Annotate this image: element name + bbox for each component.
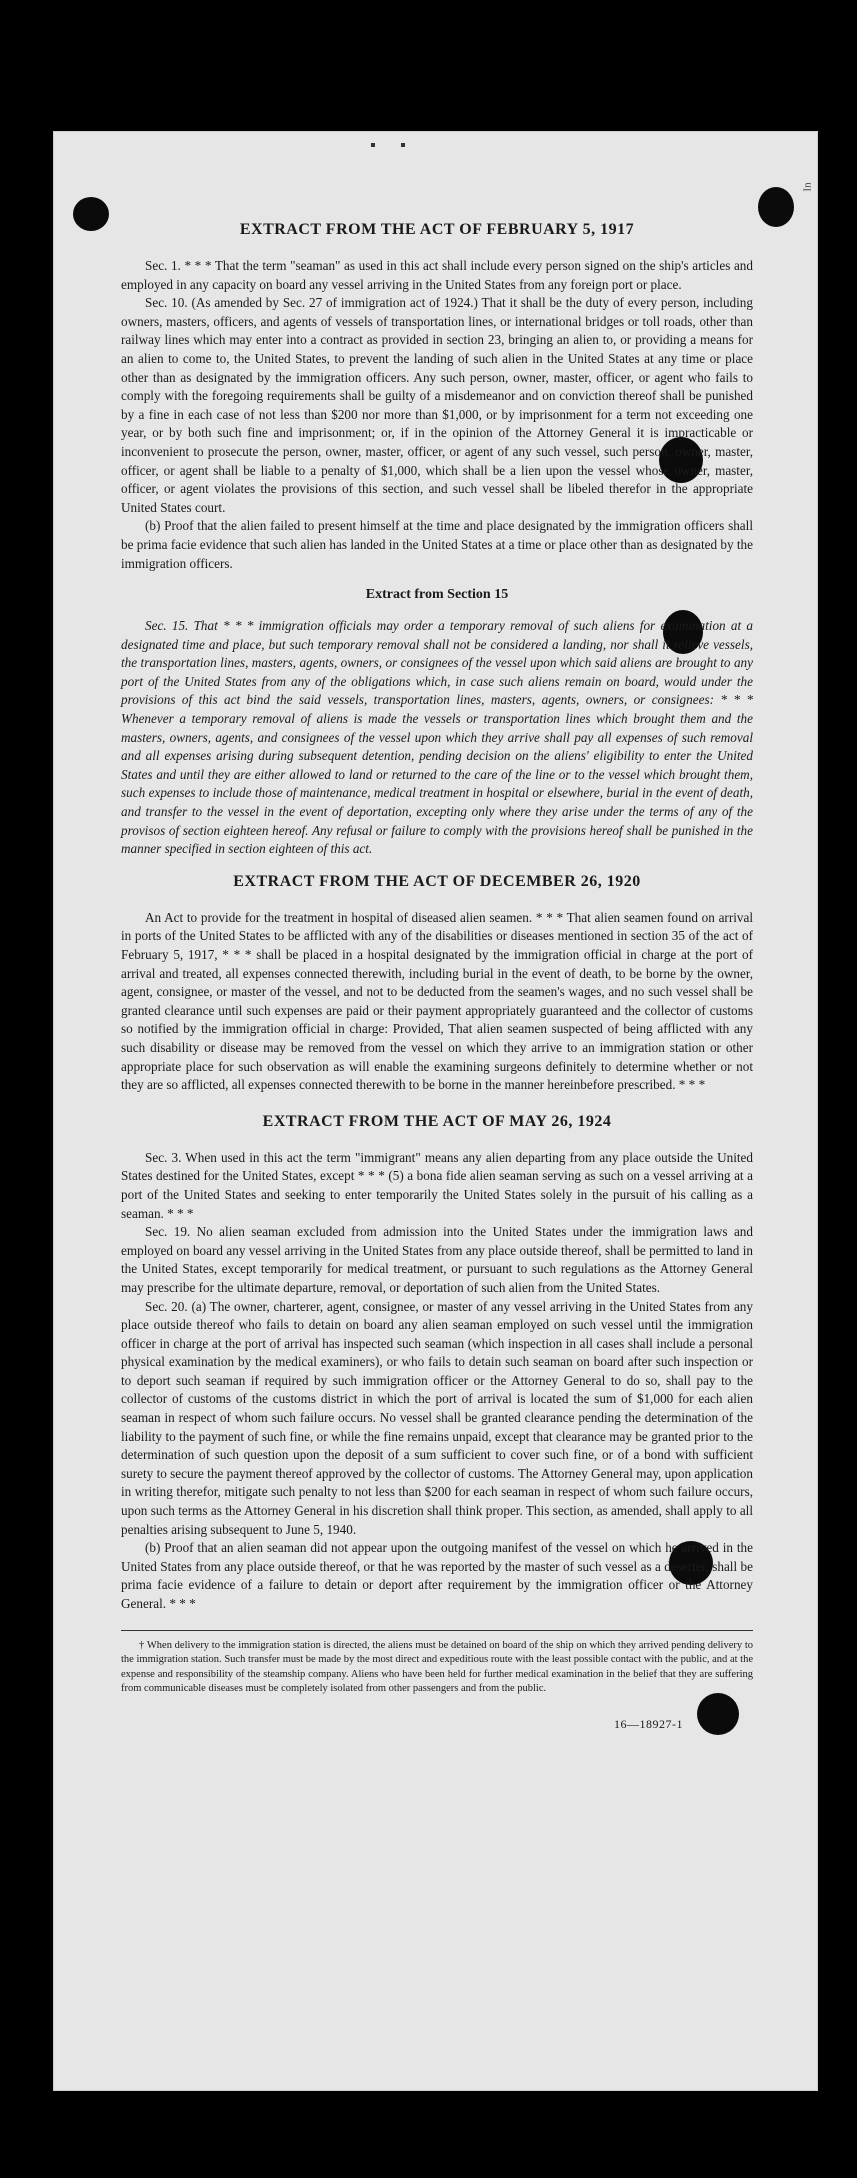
section-heading: EXTRACT FROM THE ACT OF MAY 26, 1924 [262, 1112, 612, 1130]
paragraph: An Act to provide for the treatment in hospital of diseased alien seamen. * * * That alien seamen found on arrival in ports of the United States to be afflicted with any of the disabilities or diseases mentioned in section 35 of the act of February 5, 1917, * * * shall be placed in a hospital designated by the immigration official in charge at the port of arrival and treated, all expenses connected therewith, including burial in the event of death, to be borne by the owner, agent, consignee, or master of the vessel, and not to be deducted from the seamen's wages, and no such vessel shall be granted clearance until such expenses are paid or their payment appropriately guaranteed and the collector of customs so notified by the immigration official in charge: Provided, That alien seamen suspected of being afflicted with any such disability or disease may be removed from the vessel on which they arrive to an immigration station or other appropriate place for such observation as will enable the examining surgeons definitely to determine whether or not they are so afflicted, all expenses connected therewith to be borne in the manner hereinbefore prescribed. * * * [121, 909, 753, 1093]
section-heading: EXTRACT FROM THE ACT OF FEBRUARY 5, 1917 [239, 221, 635, 238]
section-act-1920 [121, 873, 753, 1095]
section-subheading: Extract from Section 15 [365, 587, 509, 603]
section-heading: EXTRACT FROM THE ACT OF DECEMBER 26, 1920 [233, 872, 641, 890]
paragraph: Sec. 10. (As amended by Sec. 27 of immigration act of 1924.) That it shall be the duty of every person, including owners, masters, officers, and agents of vessels of transportation lines, or international bridges or toll roads, other than railway lines which may enter into a contract as provided in section 23, bringing an alien to, or providing a means for an alien to come to, the United States, to prevent the landing of such alien in the United States at any time or place other than as designated by the immigration officers. Any such person, owner, master, officer, or agent who fails to comply with the foregoing requirements shall be guilty of a misdemeanor and on conviction thereof shall be punished by a fine in each case of not less than $200 nor more than $1,000, or by imprisonment for a term not exceeding one year, or by both such fine and imprisonment; or, if in the opinion of the Attorney General it is impracticable or inconvenient to prosecute the person, owner, master, officer, or agent of any such vessel, such person, owner, master, officer, or agent shall be liable to a penalty of $1,000, which shall be a lien upon the vessel whose owner, master, officer, or agent violates the provisions of this section, and such vessel shall be libeled therefor in the appropriate United States court. [121, 295, 753, 515]
paragraph: Sec. 3. When used in this act the term "immigrant" means any alien departing from any place outside the United States destined for the United States, except * * * (5) a bona fide alien seaman serving as such on a vessel arriving at a port of the United States and seeking to enter temporarily the United States solely in the pursuit of his calling as a seaman. * * * [121, 1149, 753, 1221]
punch-hole [73, 197, 109, 231]
document-body [121, 221, 753, 1732]
paragraph: Sec. 1. * * * That the term "seaman" as used in this act shall include every person signed on the ship's articles and employed in any capacity on board any vessel arriving in the United States from any foreign port or place. [121, 258, 753, 292]
margin-annotation: In [801, 182, 814, 192]
paragraph: (b) Proof that an alien seaman did not appear upon the outgoing manifest of the vessel on which he arrived in the United States from any place outside thereof, or that he was reported by the master of such vessel as a deserter, shall be prima facie evidence of a failure to detain or deport after requirement by the immigration officer or the Attorney General. * * * [121, 1540, 753, 1611]
footnote: † When delivery to the immigration station is directed, the aliens must be detained on board of the ship on which they arrived pending delivery to the immigration station. Such transfer must be made by the most direct and expeditious route with the least possible contact with the public, and at the expense and responsibility of the steamship company. Aliens who have been held for further medical examination in the belief that they are suffering from communicable diseases must be completely isolated from other passengers and from the public. [121, 1639, 753, 1695]
section-act-1924 [121, 1113, 753, 1614]
document-page [53, 131, 818, 2091]
form-number: 16—18927-1 [614, 1716, 683, 1731]
top-mark [401, 143, 405, 147]
paragraph: Sec. 15. That * * * immigration officials may order a temporary removal of such aliens for examination at a designated time and place, but such temporary removal shall not be considered a landing, nor shall it relieve vessels, the transportation lines, masters, agents, owners, or consignees of the vessel upon which said aliens are brought to any port of the United States from any of the obligations which, in case such aliens remain on board, would under the provisions of this act bind the said vessels, transportation lines, masters, agents, owners, or consignees: * * * Whenever a temporary removal of aliens is made the vessels or transportation lines which brought them and the masters, owners, agents, and consignees of the vessel upon which they arrive shall pay all expenses of such removal and all expenses arising during subsequent detention, pending decision on the aliens' eligibility to enter the United States and until they are either allowed to land or returned to the care of the line or to the vessel which brought them, such expenses to include those of maintenance, medical treatment in hospital or elsewhere, burial in the event of death, and transfer to the vessel in the event of deportation, excepting only where they arise under the terms of any of the provisos of section eighteen hereof. Any refusal or failure to comply with the provisions hereof shall be punished in the manner specified in section eighteen of this act. [121, 618, 753, 857]
paragraph: Sec. 19. No alien seaman excluded from admission into the United States under the immigration laws and employed on board any vessel arriving in the United States from any place outside thereof, shall be permitted to land in the United States, except temporarily for medical treatment, or pursuant to such regulations as the Attorney General may prescribe for the ultimate departure, removal, or deportation of such alien from the United States. [121, 1224, 753, 1295]
paragraph: Sec. 20. (a) The owner, charterer, agent, consignee, or master of any vessel arriving in the United States from any place outside thereof who fails to detain on board any alien seaman employed on such vessel until the immigration officer in charge at the port of arrival has inspected such seaman (which inspection in all cases shall include a personal physical examination by the medical examiners), or who fails to detain such seaman on board after such inspection or to deport such seaman if required by such immigration officer or the Attorney General to do so, shall pay to the collector of customs of the customs district in which the port of arrival is located the sum of $1,000 for each alien seaman in respect of whom such failure occurs. No vessel shall be granted clearance pending the determination of the liability to the payment of such fine, or while the fine remains unpaid, except that clearance may be granted prior to the determination of such question upon the deposit of a sum sufficient to cover such fine, or of a bond with sufficient surety to secure the payment thereof approved by the collector of customs. The Attorney General may, upon application in writing therefor, mitigate such penalty to not less than $200 for each seaman in respect of whom such failure occurs, upon such terms as the Attorney General in his discretion shall think proper. This section, as amended, shall apply to all penalties arising subsequent to June 5, 1940. [121, 1298, 753, 1537]
section-extract-15 [121, 587, 753, 859]
paragraph: (b) Proof that the alien failed to present himself at the time and place designated by the immigration officers shall be prima facie evidence that such alien has landed in the United States at a time or place other than as designated by the immigration officers. [121, 518, 753, 571]
section-act-1917 [121, 221, 753, 573]
top-mark [371, 143, 375, 147]
footnote-divider [121, 1630, 753, 1631]
punch-hole [758, 187, 794, 227]
